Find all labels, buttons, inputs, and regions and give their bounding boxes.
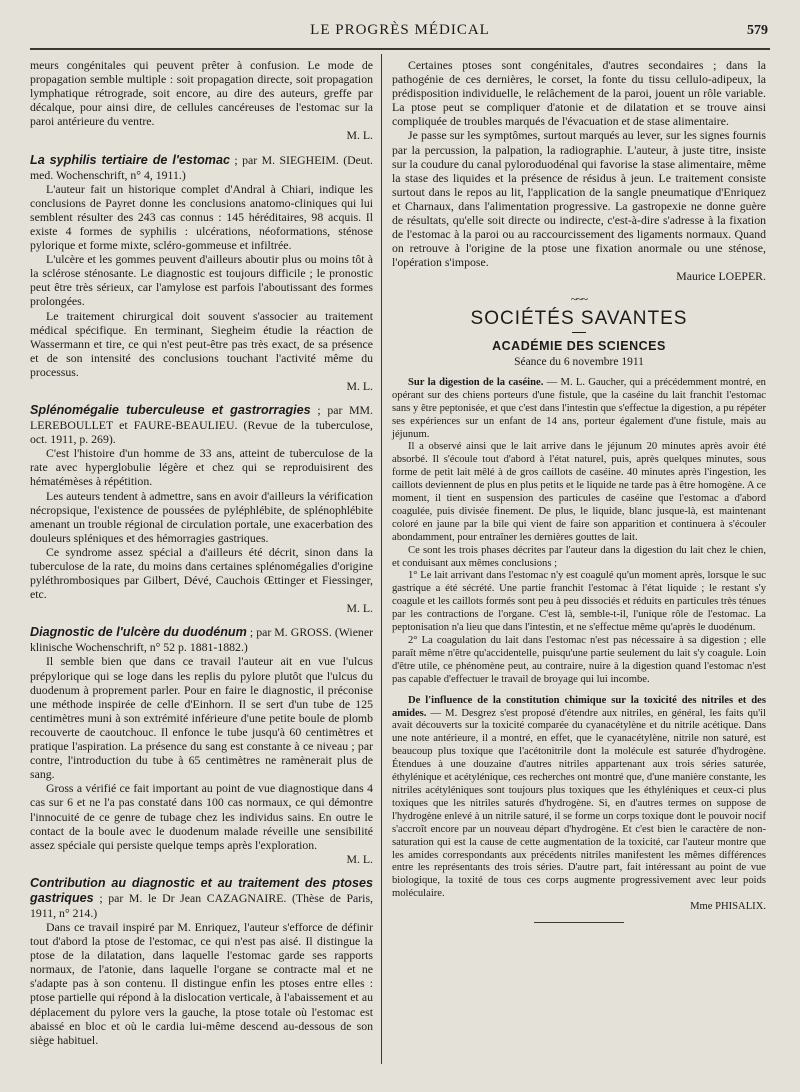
article-paragraph: Ce syndrome assez spécial a d'ailleurs été décrit, sinon dans la tuberculose de la rate, du moins dans certaines splénomégalies d'origine pyléthrombosiques par Gilbert, Dévé, Cauchois Œttinger et Fiessinger, etc. <box>30 544 373 602</box>
right-column <box>392 58 766 923</box>
session-date: Séance du 6 novembre 1911 <box>514 355 644 368</box>
column-divider <box>381 54 382 1064</box>
communication-paragraph: Il a observé ainsi que le lait arrive dans le jéjunum 20 minutes après avoir été absorbé. Il s'écoule tout d'abord à l'état naturel, puis, après quelques minutes, sous forme de petit lait mêlé à de gros caillots de caséine. 40 minutes après l'ingestion, les caillots deviennent de plus en plus petits et le liquide ne tarde pas à être homogène. A ce moment, il tient en suspension des particules de caséine que l'estomac a d'abord coagulée, puis divisée finement. De plus, le liquide, blanc jusque-là, est maintenant coloré en jaune par la bile qui vient de faire son apparition et continuera à s'écouler abondamment, pour entraîner les dernières gouttes de lait. <box>392 441 766 543</box>
communication-lead: Sur la digestion de la caséine. <box>408 376 544 388</box>
communication-paragraph: — M. L. Gaucher, qui a précédemment montré, en opérant sur des chiens porteurs d'une fistule, que la caséine du lait franchit l'estomac sans y être peptonisée, et que c'est dans l'intestin que s'effectue la digestion, a pu répéter ses expériences sur un enfant de 14 ans, porteur également d'une fistule, mais au jéjunum. <box>392 376 766 440</box>
page-header <box>30 22 770 48</box>
continuation-paragraph: Je passe sur les symptômes, surtout marqués au lever, sur les signes fournis par la percussion, la palpation, la radiographie. L'auteur, à juste titre, insiste sur la coudure du canal pyloroduodénal qui favorise la stase alimentaire, même la stase des liquides et la présence de résidus à jeun. Le traitement consiste surtout dans le repos au lit, l'application de la sangle pneumatique d'Enriquez et Charnaux, dans l'alimentation progressive. La gastropexie ne donne guère de résultats, qu'elle soit directe ou indirecte, c'est-à-dire s'adresse à la fixation de l'estomac à la paroi ou au raccourcissement des ligaments normaux. Quand on retrouve à l'origine de la ptose une fixation anormale ou une sténose, l'opération s'impose. <box>392 128 766 270</box>
section-heading: SOCIÉTÉS SAVANTES <box>470 307 688 329</box>
article-syphilis <box>30 153 373 394</box>
communication-lead: De l'influence de la constitution chimique sur la toxicité des nitriles et des amides. <box>392 694 766 719</box>
article-paragraph: Dans ce travail inspiré par M. Enriquez, l'auteur s'efforce de définir tout d'abord la ptose de l'estomac, ce qui n'est pas aisé. Il distingue la ptose de la dilatation, dans laquelle l'estomac garde ses rapports normaux, de l'atonie, dans laquelle l'organe se contracte mal et ne s'adapte pas à son contenu. Il distingue enfin les ptoses entre elles : ptose partielle qui répond à la dislocation verticale, à l'abaissement et au déplacement du pylore vers la gauche, la ptose totale où l'estomac est abaissé en bloc et où le cardia lui-même descend au-dessous de son siège habituel. <box>30 919 373 1047</box>
article-signature: M. L. <box>346 378 373 393</box>
heading-dash <box>572 332 586 333</box>
article-byline: ; par MM. LEREBOULLET et FAURE-BEAULIEU. (Revue de la tuberculose, oct. 1911, p. 269). <box>30 403 373 447</box>
communication-signature: Mme PHISALIX. <box>690 901 766 913</box>
continuation-signature: Maurice LOEPER. <box>676 269 766 284</box>
header-rule <box>30 48 770 50</box>
article-heading <box>30 153 373 182</box>
article-title: La syphilis tertiaire de l'estomac <box>30 152 230 167</box>
article-title: Contribution au diagnostic et au traitement des ptoses gastriques <box>30 875 373 905</box>
article-paragraph: L'ulcère et les gommes peuvent d'ailleurs aboutir plus ou moins tôt à la sclérose sténosante. Le diagnostic est toujours difficile ; le pronostic peut être très sérieux, car l'amylose est parfois l'aboutissant des formes prolongées. <box>30 252 373 309</box>
article-byline: ; par M. le Dr Jean CAZAGNAIRE. (Thèse de Paris, 1911, n° 214.) <box>30 890 373 920</box>
communication-paragraph: 2° La coagulation du lait dans l'estomac n'est pas nécessaire à sa digestion ; elle paraît même n'être qu'accidentelle, puisqu'une partie seulement du lait s'y coagule. Loin d'être utile, ce phénomène peut, au contraire, nuire à la digestion quand l'estomac n'est pas capable d'effectuer le travail de broyage qui lui incombe. <box>392 635 766 685</box>
intro-signature: M. L. <box>346 128 373 143</box>
article-splenomegalie <box>30 403 373 615</box>
communication-paragraph: 1° Le lait arrivant dans l'estomac n'y est coagulé qu'un moment après, lorsque le suc gastrique a été sécrété. Une partie franchit l'estomac à l'état liquide ; le restant s'y coagule et les caillots formés sont peu à peu dissociés et réduits en particules très ténues par les contractions de l'organe. C'est là, semble-t-il, l'unique rôle de l'estomac. La peptonisation n'a lieu que dans l'intestin, et ne s'effectue même qu'après le duodénum. <box>392 570 766 634</box>
communication-nitriles <box>392 695 766 914</box>
article-byline: ; par M. SIEGHEIM. (Deut. med. Wochenschrift, n° 4, 1911.) <box>30 152 374 182</box>
article-heading <box>30 876 373 920</box>
subsection-heading: ACADÉMIE DES SCIENCES <box>492 338 666 353</box>
article-ptoses <box>30 876 373 1047</box>
article-ulcere-duodenum <box>30 625 373 866</box>
article-paragraph: C'est l'histoire d'un homme de 33 ans, atteint de tuberculose de la rate avec hyperglobulie légère et chez qui se reproduisirent des hématémèses à répétition. <box>30 446 373 489</box>
communication-paragraph: — M. Desgrez s'est proposé d'étendre aux nitriles, en général, les faits qu'il avait découverts sur la toxicité comparée du cyanacétylène et du nitrile acétique. Dans une note antérieure, il a montré, en effet, que le cyanacétylène, nitrile non saturé, est beaucoup plus toxique que l'acétonitrile dont la molécule est saturée d'hydrogène. Étendues à une douzaine d'autres nitriles appartenant aux trois séries saturée, éthylénique et acétylénique, ces recherches ont montré que, d'une manière constante, les nitriles acétyléniques sont toujours plus toxiques que les éthyléniques et ceux-ci plus toxiques que les nitriles saturés d'hydrogène. Si, en d'autres termes on suppose de l'hydrogène enlevé à un nitrile saturé, il se forme un corps toxique dont le pouvoir nocif s'accroît encore par un nouveau départ d'hydrogène. Et c'est bien le caractère de non-saturation qui est la cause de cette augmentation de la toxicité, car l'auteur montre que les amides correspondants aux précédents nitriles manifestent les mêmes différences entre les représentants des trois séries. D'autre part, fait intéressant au point de vue biologique, la toxité de tous ces corps augmente progressivement avec leur poids moléculaire. <box>392 707 766 900</box>
end-rule <box>534 922 624 923</box>
page-number: 579 <box>747 23 768 38</box>
article-paragraph: Le traitement chirurgical doit souvent s'associer au traitement médical spécifique. En terminant, Siegheim étudie la réaction de Wassermann et tire, ce qui n'est peut-être pas très exact, de sa présence et de son intensité des conclusions touchant l'activité même du processus. <box>30 308 373 379</box>
article-paragraph: L'auteur fait un historique complet d'Andral à Chiari, indique les conclusions de Payret donne les conclusions anatomo-cliniques qui lui semblent résulter des 243 cas connus : 145 héréditaires, 98 acquis. Il existe 4 formes de syphilis : ulcérations, néoformations, sténose pylorique et forme mixte, scléro-gommeuse et infiltrée. <box>30 181 373 253</box>
communication-caseine <box>392 377 766 687</box>
article-heading <box>30 625 373 654</box>
article-byline: ; par M. GROSS. (Wiener klinische Wochenschrift, n° 52 p. 1881-1882.) <box>30 625 373 655</box>
article-paragraph: Gross a vérifié ce fait important au point de vue diagnostique dans 4 cas sur 6 et ne l'a pas constaté dans 100 cas normaux, ce qui démontre l'innocuité de ce genre de tubage chez les individus sains. En outre le contact de la boule avec le duodenum malade réveille une sensibilité assez spéciale qui persiste quelque temps après l'exploration. <box>30 781 373 852</box>
ornament-separator: ~~~ <box>570 291 588 306</box>
article-heading <box>30 403 373 446</box>
left-column <box>30 58 373 1047</box>
article-title: Splénomégalie tuberculeuse et gastrorragies <box>30 403 311 418</box>
intro-paragraph: meurs congénitales qui peuvent prêter à confusion. Le mode de propagation semble multiple : soit propagation directe, soit propagation lymphatique rétrograde, soit encore, au dire des auteurs, greffe par décalque, pour ainsi dire, de cellules cancéreuses de l'estomac sur la paroi antérieure du ventre. <box>30 58 373 129</box>
article-paragraph: Il semble bien que dans ce travail l'auteur ait en vue l'ulcus prépylorique qui se loge dans les replis du pylore plutôt que l'ulcus du duodenum à proprement parler. Pour en faire le diagnostic, il préconise une méthode inspirée de celle d'Einhorn. Il se sert d'un tube de 125 centimètres muni à son extrémité inférieure d'une petite boule de plomb recouverte de caoutchouc. Il enfonce le tube jusqu'à 60 centimètres et pratique l'aspiration. La présence du sang est constante à ce niveau ; par contre, l'introduction du tube à 65 centimètres ne ramènerait plus de sang. <box>30 654 373 782</box>
article-title: Diagnostic de l'ulcère du duodénum <box>30 625 247 640</box>
continuation-paragraph: Certaines ptoses sont congénitales, d'autres secondaires ; dans la pathogénie de ces dernières, le corset, la fonte du tissu cellulo-adipeux, la prédisposition individuelle, le relâchement de la paroi, jouent un rôle variable. La ptose peut se compliquer d'atonie et de dilatation et se trouve ainsi compliquée de troubles marqués de l'évacuation et de stase alimentaire. <box>392 58 766 129</box>
article-paragraph: Les auteurs tendent à admettre, sans en avoir d'ailleurs la vérification nécropsique, l'existence de poussées de pyléphlébite, de splénophlébite amenant un trouble régional de circulation portale, une exacerbation des douleurs spléniques et des hémorragies gastriques. <box>30 488 373 545</box>
article-signature: M. L. <box>346 601 373 616</box>
article-signature: M. L. <box>346 851 373 866</box>
communication-paragraph: Ce sont les trois phases décrites par l'auteur dans la digestion du lait chez le chien, et conduisant aux mêmes conclusions ; <box>392 544 766 569</box>
running-title: LE PROGRÈS MÉDICAL <box>310 22 490 38</box>
